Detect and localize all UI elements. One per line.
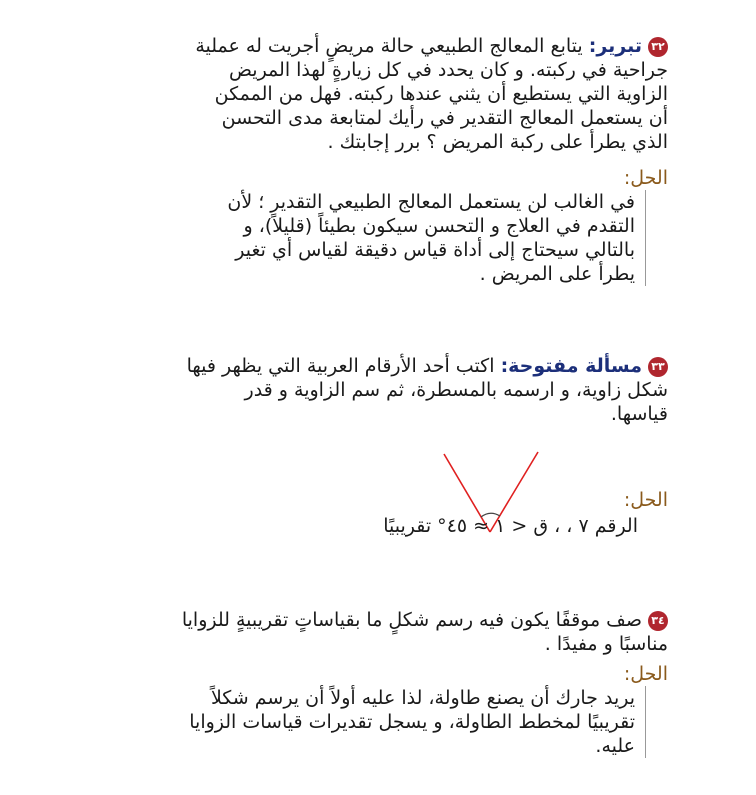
question-32-line-4: أن يستعمل المعالج التقدير في رأيك لمتابعة مدى التحسن <box>221 107 668 129</box>
question-33-line-3: قياسها. <box>610 403 668 425</box>
question-label: تبرير: <box>588 35 642 57</box>
question-number-badge: ٣٢ <box>648 37 668 57</box>
solution-heading-32: الحل: <box>623 167 668 189</box>
solution-32-line-3: بالتالي سيحتاج إلى أداة قياس دقيقة لقياس أي تغير <box>235 239 635 261</box>
question-33-line-2: شكل زاوية، و ارسمه بالمسطرة، ثم سم الزاوية و قدر <box>244 379 668 401</box>
solution-32-line-4: يطرأ على المريض . <box>479 263 635 285</box>
solution-34 <box>115 686 646 758</box>
question-32 <box>108 34 668 154</box>
question-34-line-1 <box>108 608 668 632</box>
question-32-line-3: الزاوية التي يستطيع أن يثني عندها ركبته. فهل من الممكن <box>214 83 668 105</box>
question-33-line-1 <box>108 354 668 378</box>
solution-32-line-1: في الغالب لن يستعمل المعالج الطبيعي التقدير ؛ لأن <box>227 191 635 213</box>
question-number-badge: ٣٣ <box>648 357 668 377</box>
solution-34-line-2: تقريبيًا لمخطط الطاولة، و يسجل تقديرات قياسات الزوايا <box>189 711 635 733</box>
question-label: مسألة مفتوحة: <box>500 355 642 377</box>
question-number-badge: ٣٤ <box>648 611 668 631</box>
solution-33-answer: الرقم ٧ ، ، ق < ١ ≈ ٤٥° تقريبيًا <box>383 515 638 537</box>
question-text: يتابع المعالج الطبيعي حالة مريضٍ أجريت له عملية <box>195 35 583 57</box>
solution-32-line-2: التقدم في العلاج و التحسن سيكون بطيئاً (قليلاً)، و <box>243 215 635 237</box>
question-text: اكتب أحد الأرقام العربية التي يظهر فيها <box>186 355 495 377</box>
question-33 <box>108 354 668 426</box>
question-32-line-5: الذي يطرأ على ركبة المريض ؟ برر إجابتك . <box>327 131 668 153</box>
solution-32 <box>115 190 646 286</box>
solution-34-line-3: عليه. <box>595 735 635 757</box>
solution-heading-33: الحل: <box>623 489 668 511</box>
solution-heading-34: الحل: <box>623 663 668 685</box>
solution-34-line-1: يريد جارك أن يصنع طاولة، لذا عليه أولاً أن يرسم شكلاً <box>210 687 635 709</box>
question-34 <box>108 608 668 656</box>
question-34-line-2: مناسبًا و مفيدًا . <box>544 633 668 655</box>
question-32-line-1 <box>108 34 668 58</box>
question-32-line-2: جراحية في ركبته. و كان يحدد في كل زيارةٍ لهذا المريض <box>229 59 668 81</box>
question-text: صف موقفًا يكون فيه رسم شكلٍ ما بقياساتٍ تقريبيةٍ للزوايا <box>181 609 642 631</box>
